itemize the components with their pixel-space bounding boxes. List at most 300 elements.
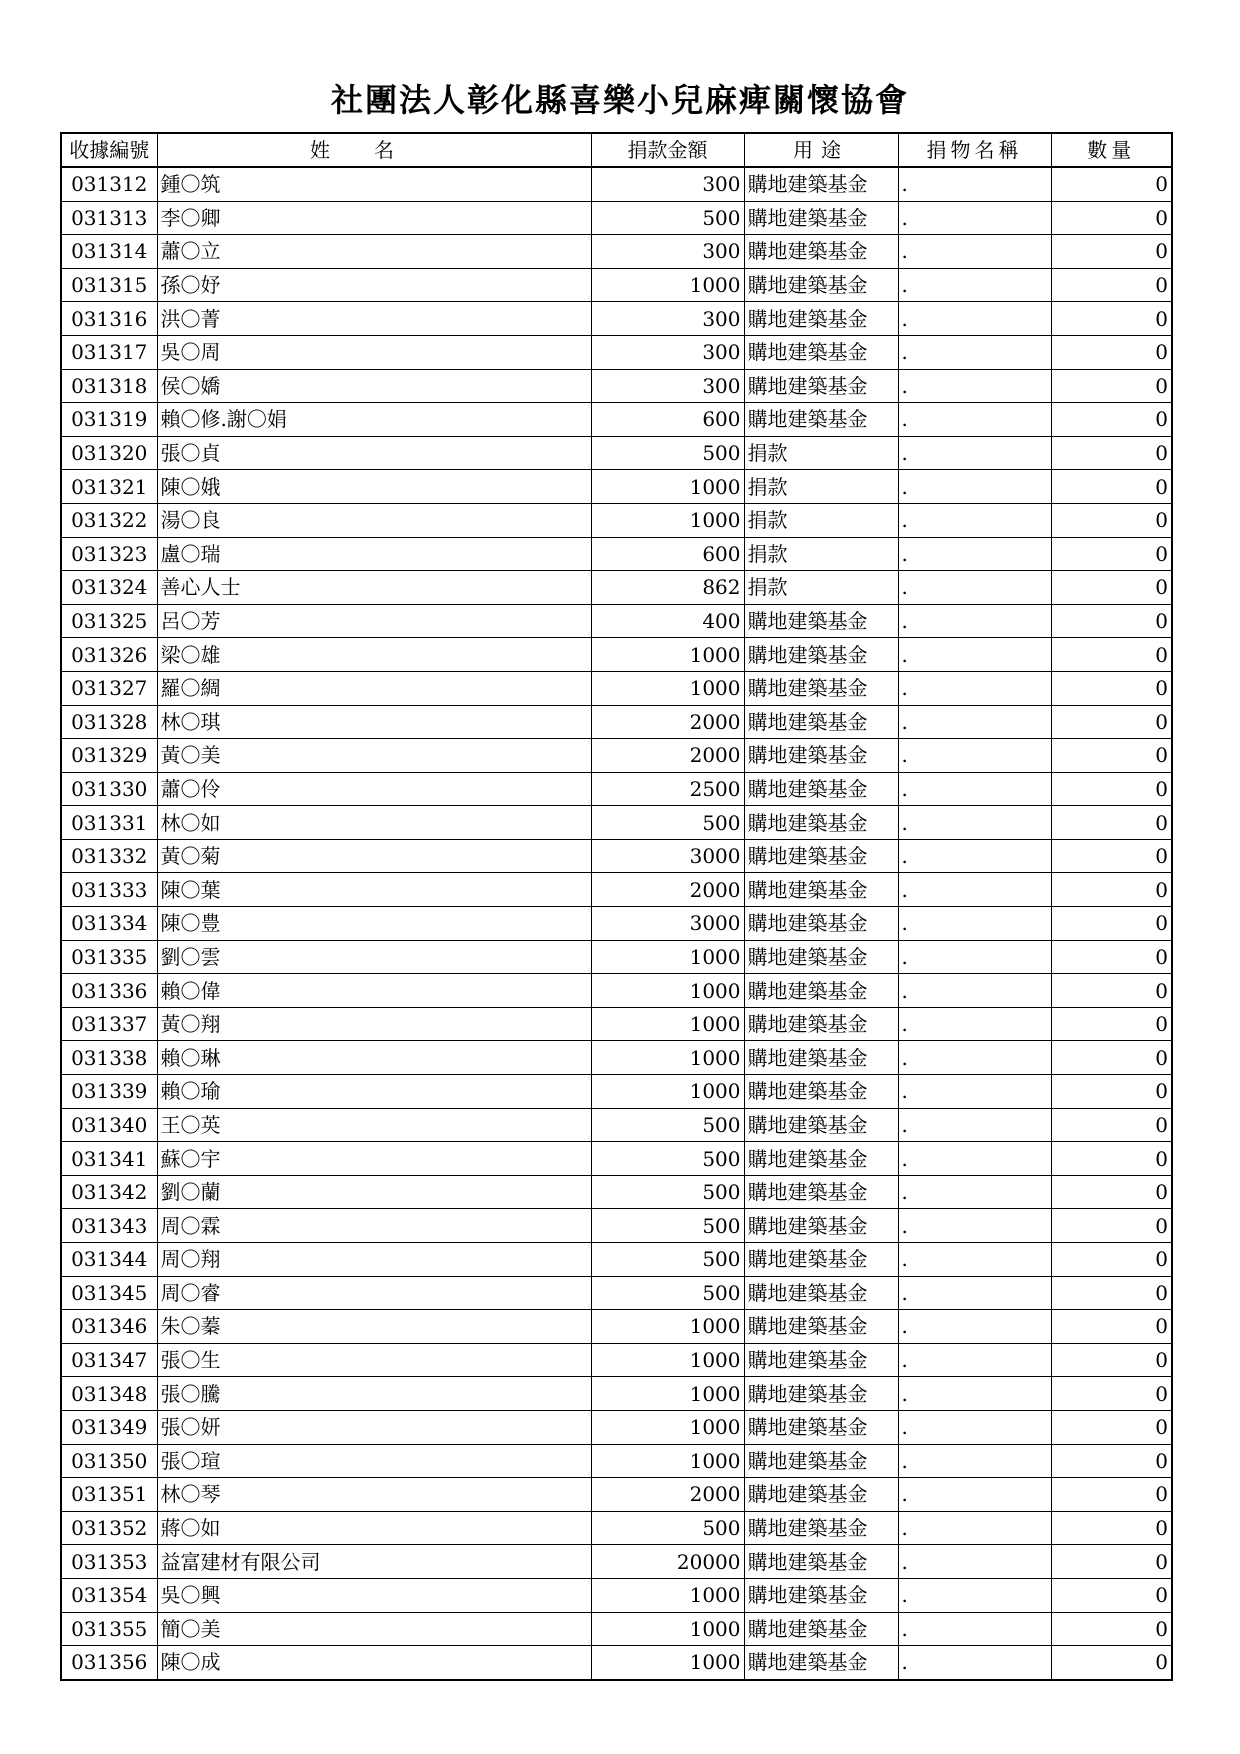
item-name-cell: . <box>898 1478 1051 1512</box>
amount-cell: 1000 <box>591 671 744 705</box>
purpose-cell: 購地建築基金 <box>744 369 898 403</box>
quantity-cell: 0 <box>1051 671 1172 705</box>
purpose-cell: 購地建築基金 <box>744 873 898 907</box>
table-row <box>61 1209 1172 1243</box>
quantity-cell: 0 <box>1051 1310 1172 1344</box>
header-receipt-no: 收據編號 <box>61 133 157 167</box>
donor-name-cell: 簡〇美 <box>157 1612 591 1646</box>
purpose-cell: 購地建築基金 <box>744 907 898 941</box>
quantity-cell: 0 <box>1051 302 1172 336</box>
quantity-cell: 0 <box>1051 1041 1172 1075</box>
purpose-cell: 購地建築基金 <box>744 638 898 672</box>
purpose-cell: 購地建築基金 <box>744 671 898 705</box>
quantity-cell: 0 <box>1051 739 1172 773</box>
receipt-no-cell: 031331 <box>61 806 157 840</box>
receipt-no-cell: 031345 <box>61 1276 157 1310</box>
purpose-cell: 購地建築基金 <box>744 1478 898 1512</box>
quantity-cell: 0 <box>1051 1142 1172 1176</box>
item-name-cell: . <box>898 772 1051 806</box>
table-row <box>61 974 1172 1008</box>
table-body <box>61 167 1172 1680</box>
amount-cell: 1000 <box>591 1007 744 1041</box>
amount-cell: 3000 <box>591 839 744 873</box>
purpose-cell: 購地建築基金 <box>744 739 898 773</box>
donor-name-cell: 賴〇瑜 <box>157 1075 591 1109</box>
amount-cell: 300 <box>591 302 744 336</box>
purpose-cell: 購地建築基金 <box>744 1444 898 1478</box>
receipt-no-cell: 031333 <box>61 873 157 907</box>
amount-cell: 1000 <box>591 638 744 672</box>
item-name-cell: . <box>898 1612 1051 1646</box>
item-name-cell: . <box>898 1578 1051 1612</box>
purpose-cell: 購地建築基金 <box>744 235 898 269</box>
item-name-cell: . <box>898 1410 1051 1444</box>
quantity-cell: 0 <box>1051 571 1172 605</box>
quantity-cell: 0 <box>1051 167 1172 201</box>
amount-cell: 1000 <box>591 268 744 302</box>
item-name-cell: . <box>898 1377 1051 1411</box>
table-row <box>61 1511 1172 1545</box>
amount-cell: 1000 <box>591 1075 744 1109</box>
receipt-no-cell: 031336 <box>61 974 157 1008</box>
item-name-cell: . <box>898 335 1051 369</box>
purpose-cell: 購地建築基金 <box>744 1612 898 1646</box>
amount-cell: 2000 <box>591 739 744 773</box>
purpose-cell: 購地建築基金 <box>744 1511 898 1545</box>
amount-cell: 500 <box>591 1142 744 1176</box>
purpose-cell: 捐款 <box>744 436 898 470</box>
donor-name-cell: 王〇英 <box>157 1108 591 1142</box>
donor-name-cell: 林〇琪 <box>157 705 591 739</box>
amount-cell: 500 <box>591 1175 744 1209</box>
quantity-cell: 0 <box>1051 1209 1172 1243</box>
amount-cell: 1000 <box>591 1646 744 1680</box>
item-name-cell: . <box>898 604 1051 638</box>
table-row <box>61 772 1172 806</box>
table-row <box>61 604 1172 638</box>
quantity-cell: 0 <box>1051 1511 1172 1545</box>
receipt-no-cell: 031327 <box>61 671 157 705</box>
purpose-cell: 購地建築基金 <box>744 974 898 1008</box>
purpose-cell: 購地建築基金 <box>744 1545 898 1579</box>
receipt-no-cell: 031332 <box>61 839 157 873</box>
quantity-cell: 0 <box>1051 1578 1172 1612</box>
item-name-cell: . <box>898 940 1051 974</box>
quantity-cell: 0 <box>1051 503 1172 537</box>
receipt-no-cell: 031313 <box>61 201 157 235</box>
table-header <box>61 133 1172 167</box>
purpose-cell: 購地建築基金 <box>744 268 898 302</box>
donor-name-cell: 鍾〇筑 <box>157 167 591 201</box>
purpose-cell: 購地建築基金 <box>744 1007 898 1041</box>
donor-name-cell: 黃〇翔 <box>157 1007 591 1041</box>
table-row <box>61 403 1172 437</box>
receipt-no-cell: 031326 <box>61 638 157 672</box>
donor-name-cell: 林〇琴 <box>157 1478 591 1512</box>
quantity-cell: 0 <box>1051 873 1172 907</box>
item-name-cell: . <box>898 436 1051 470</box>
item-name-cell: . <box>898 1041 1051 1075</box>
item-name-cell: . <box>898 1646 1051 1680</box>
quantity-cell: 0 <box>1051 268 1172 302</box>
receipt-no-cell: 031334 <box>61 907 157 941</box>
amount-cell: 500 <box>591 1108 744 1142</box>
quantity-cell: 0 <box>1051 1276 1172 1310</box>
table-row <box>61 873 1172 907</box>
amount-cell: 500 <box>591 1276 744 1310</box>
donor-name-cell: 賴〇偉 <box>157 974 591 1008</box>
item-name-cell: . <box>898 739 1051 773</box>
quantity-cell: 0 <box>1051 638 1172 672</box>
table-row <box>61 1343 1172 1377</box>
table-row <box>61 302 1172 336</box>
donor-name-cell: 蕭〇伶 <box>157 772 591 806</box>
amount-cell: 1000 <box>591 1612 744 1646</box>
receipt-no-cell: 031335 <box>61 940 157 974</box>
receipt-no-cell: 031354 <box>61 1578 157 1612</box>
amount-cell: 20000 <box>591 1545 744 1579</box>
purpose-cell: 捐款 <box>744 503 898 537</box>
receipt-no-cell: 031330 <box>61 772 157 806</box>
amount-cell: 1000 <box>591 1310 744 1344</box>
receipt-no-cell: 031325 <box>61 604 157 638</box>
amount-cell: 300 <box>591 167 744 201</box>
amount-cell: 600 <box>591 403 744 437</box>
purpose-cell: 購地建築基金 <box>744 1410 898 1444</box>
receipt-no-cell: 031318 <box>61 369 157 403</box>
item-name-cell: . <box>898 1075 1051 1109</box>
amount-cell: 1000 <box>591 1377 744 1411</box>
amount-cell: 1000 <box>591 1041 744 1075</box>
donor-name-cell: 朱〇蓁 <box>157 1310 591 1344</box>
donor-name-cell: 陳〇豊 <box>157 907 591 941</box>
amount-cell: 1000 <box>591 974 744 1008</box>
amount-cell: 862 <box>591 571 744 605</box>
table-row <box>61 1276 1172 1310</box>
donor-name-cell: 陳〇成 <box>157 1646 591 1680</box>
table-row <box>61 1175 1172 1209</box>
item-name-cell: . <box>898 671 1051 705</box>
receipt-no-cell: 031353 <box>61 1545 157 1579</box>
quantity-cell: 0 <box>1051 907 1172 941</box>
receipt-no-cell: 031337 <box>61 1007 157 1041</box>
receipt-no-cell: 031324 <box>61 571 157 605</box>
receipt-no-cell: 031341 <box>61 1142 157 1176</box>
quantity-cell: 0 <box>1051 604 1172 638</box>
receipt-no-cell: 031314 <box>61 235 157 269</box>
purpose-cell: 購地建築基金 <box>744 940 898 974</box>
header-row <box>61 133 1172 167</box>
quantity-cell: 0 <box>1051 1444 1172 1478</box>
amount-cell: 500 <box>591 436 744 470</box>
item-name-cell: . <box>898 470 1051 504</box>
receipt-no-cell: 031339 <box>61 1075 157 1109</box>
receipt-no-cell: 031322 <box>61 503 157 537</box>
donor-name-cell: 盧〇瑞 <box>157 537 591 571</box>
amount-cell: 2500 <box>591 772 744 806</box>
table-row <box>61 1377 1172 1411</box>
table-row <box>61 638 1172 672</box>
item-name-cell: . <box>898 1310 1051 1344</box>
amount-cell: 1000 <box>591 470 744 504</box>
amount-cell: 3000 <box>591 907 744 941</box>
item-name-cell: . <box>898 1343 1051 1377</box>
receipt-no-cell: 031329 <box>61 739 157 773</box>
table-row <box>61 671 1172 705</box>
item-name-cell: . <box>898 268 1051 302</box>
amount-cell: 2000 <box>591 1478 744 1512</box>
amount-cell: 500 <box>591 1243 744 1277</box>
receipt-no-cell: 031316 <box>61 302 157 336</box>
quantity-cell: 0 <box>1051 201 1172 235</box>
table-row <box>61 268 1172 302</box>
donor-name-cell: 呂〇芳 <box>157 604 591 638</box>
donor-name-cell: 林〇如 <box>157 806 591 840</box>
quantity-cell: 0 <box>1051 1007 1172 1041</box>
table-row <box>61 235 1172 269</box>
donor-name-cell: 蘇〇宇 <box>157 1142 591 1176</box>
purpose-cell: 購地建築基金 <box>744 772 898 806</box>
item-name-cell: . <box>898 806 1051 840</box>
item-name-cell: . <box>898 302 1051 336</box>
donor-name-cell: 黃〇美 <box>157 739 591 773</box>
purpose-cell: 購地建築基金 <box>744 335 898 369</box>
quantity-cell: 0 <box>1051 335 1172 369</box>
table-row <box>61 201 1172 235</box>
donor-name-cell: 吳〇興 <box>157 1578 591 1612</box>
donor-name-cell: 善心人士 <box>157 571 591 605</box>
amount-cell: 1000 <box>591 1343 744 1377</box>
amount-cell: 500 <box>591 201 744 235</box>
purpose-cell: 捐款 <box>744 537 898 571</box>
donor-name-cell: 蕭〇立 <box>157 235 591 269</box>
header-purpose: 用途 <box>744 133 898 167</box>
item-name-cell: . <box>898 403 1051 437</box>
donor-name-cell: 湯〇良 <box>157 503 591 537</box>
header-name: 姓名 <box>157 133 591 167</box>
donor-name-cell: 張〇妍 <box>157 1410 591 1444</box>
receipt-no-cell: 031338 <box>61 1041 157 1075</box>
quantity-cell: 0 <box>1051 940 1172 974</box>
quantity-cell: 0 <box>1051 1410 1172 1444</box>
table-row <box>61 436 1172 470</box>
item-name-cell: . <box>898 705 1051 739</box>
donor-name-cell: 周〇睿 <box>157 1276 591 1310</box>
item-name-cell: . <box>898 638 1051 672</box>
donor-name-cell: 劉〇雲 <box>157 940 591 974</box>
donor-name-cell: 蔣〇如 <box>157 1511 591 1545</box>
table-row <box>61 1545 1172 1579</box>
table-row <box>61 470 1172 504</box>
purpose-cell: 捐款 <box>744 470 898 504</box>
receipt-no-cell: 031349 <box>61 1410 157 1444</box>
purpose-cell: 購地建築基金 <box>744 1578 898 1612</box>
item-name-cell: . <box>898 1276 1051 1310</box>
amount-cell: 500 <box>591 1209 744 1243</box>
item-name-cell: . <box>898 974 1051 1008</box>
receipt-no-cell: 031351 <box>61 1478 157 1512</box>
donor-name-cell: 張〇貞 <box>157 436 591 470</box>
receipt-no-cell: 031342 <box>61 1175 157 1209</box>
table-row <box>61 1041 1172 1075</box>
item-name-cell: . <box>898 167 1051 201</box>
amount-cell: 300 <box>591 369 744 403</box>
purpose-cell: 購地建築基金 <box>744 705 898 739</box>
quantity-cell: 0 <box>1051 1075 1172 1109</box>
receipt-no-cell: 031340 <box>61 1108 157 1142</box>
amount-cell: 1000 <box>591 940 744 974</box>
quantity-cell: 0 <box>1051 1377 1172 1411</box>
receipt-no-cell: 031344 <box>61 1243 157 1277</box>
table-row <box>61 335 1172 369</box>
item-name-cell: . <box>898 1444 1051 1478</box>
item-name-cell: . <box>898 1007 1051 1041</box>
purpose-cell: 捐款 <box>744 571 898 605</box>
donor-name-cell: 陳〇娥 <box>157 470 591 504</box>
purpose-cell: 購地建築基金 <box>744 1243 898 1277</box>
purpose-cell: 購地建築基金 <box>744 1276 898 1310</box>
purpose-cell: 購地建築基金 <box>744 1041 898 1075</box>
quantity-cell: 0 <box>1051 235 1172 269</box>
table-row <box>61 1108 1172 1142</box>
table-row <box>61 1612 1172 1646</box>
table-row <box>61 1243 1172 1277</box>
receipt-no-cell: 031323 <box>61 537 157 571</box>
receipt-no-cell: 031320 <box>61 436 157 470</box>
purpose-cell: 購地建築基金 <box>744 839 898 873</box>
amount-cell: 1000 <box>591 503 744 537</box>
purpose-cell: 購地建築基金 <box>744 1142 898 1176</box>
receipt-no-cell: 031348 <box>61 1377 157 1411</box>
item-name-cell: . <box>898 235 1051 269</box>
quantity-cell: 0 <box>1051 705 1172 739</box>
receipt-no-cell: 031355 <box>61 1612 157 1646</box>
item-name-cell: . <box>898 537 1051 571</box>
item-name-cell: . <box>898 873 1051 907</box>
amount-cell: 1000 <box>591 1578 744 1612</box>
table-row <box>61 739 1172 773</box>
purpose-cell: 購地建築基金 <box>744 1175 898 1209</box>
table-row <box>61 940 1172 974</box>
table-row <box>61 571 1172 605</box>
purpose-cell: 購地建築基金 <box>744 806 898 840</box>
purpose-cell: 購地建築基金 <box>744 1075 898 1109</box>
header-item-name: 捐物名稱 <box>898 133 1051 167</box>
purpose-cell: 購地建築基金 <box>744 1209 898 1243</box>
item-name-cell: . <box>898 1108 1051 1142</box>
quantity-cell: 0 <box>1051 403 1172 437</box>
quantity-cell: 0 <box>1051 1343 1172 1377</box>
receipt-no-cell: 031346 <box>61 1310 157 1344</box>
donor-name-cell: 洪〇菁 <box>157 302 591 336</box>
donor-name-cell: 賴〇琳 <box>157 1041 591 1075</box>
donor-name-cell: 羅〇綢 <box>157 671 591 705</box>
purpose-cell: 購地建築基金 <box>744 302 898 336</box>
donor-name-cell: 張〇生 <box>157 1343 591 1377</box>
purpose-cell: 購地建築基金 <box>744 1343 898 1377</box>
quantity-cell: 0 <box>1051 1243 1172 1277</box>
item-name-cell: . <box>898 1209 1051 1243</box>
donor-name-cell: 李〇卿 <box>157 201 591 235</box>
quantity-cell: 0 <box>1051 470 1172 504</box>
item-name-cell: . <box>898 1243 1051 1277</box>
receipt-no-cell: 031352 <box>61 1511 157 1545</box>
document-title: 社團法人彰化縣喜樂小兒麻痺關懷協會 <box>330 81 909 119</box>
item-name-cell: . <box>898 369 1051 403</box>
item-name-cell: . <box>898 1175 1051 1209</box>
donor-name-cell: 吳〇周 <box>157 335 591 369</box>
table-row <box>61 839 1172 873</box>
quantity-cell: 0 <box>1051 1646 1172 1680</box>
purpose-cell: 購地建築基金 <box>744 1108 898 1142</box>
table-row <box>61 1310 1172 1344</box>
table-row <box>61 1007 1172 1041</box>
purpose-cell: 購地建築基金 <box>744 1377 898 1411</box>
amount-cell: 1000 <box>591 1410 744 1444</box>
quantity-cell: 0 <box>1051 1175 1172 1209</box>
quantity-cell: 0 <box>1051 537 1172 571</box>
purpose-cell: 購地建築基金 <box>744 167 898 201</box>
donation-table <box>60 132 1173 1681</box>
table-row <box>61 1410 1172 1444</box>
table-row <box>61 537 1172 571</box>
purpose-cell: 購地建築基金 <box>744 201 898 235</box>
quantity-cell: 0 <box>1051 1108 1172 1142</box>
purpose-cell: 購地建築基金 <box>744 604 898 638</box>
donor-name-cell: 劉〇蘭 <box>157 1175 591 1209</box>
receipt-no-cell: 031347 <box>61 1343 157 1377</box>
table-row <box>61 1646 1172 1680</box>
item-name-cell: . <box>898 201 1051 235</box>
quantity-cell: 0 <box>1051 1545 1172 1579</box>
table-row <box>61 806 1172 840</box>
receipt-no-cell: 031319 <box>61 403 157 437</box>
receipt-no-cell: 031343 <box>61 1209 157 1243</box>
item-name-cell: . <box>898 839 1051 873</box>
donor-name-cell: 周〇翔 <box>157 1243 591 1277</box>
receipt-no-cell: 031315 <box>61 268 157 302</box>
amount-cell: 300 <box>591 335 744 369</box>
table-row <box>61 369 1172 403</box>
donor-name-cell: 張〇瑄 <box>157 1444 591 1478</box>
amount-cell: 1000 <box>591 1444 744 1478</box>
quantity-cell: 0 <box>1051 806 1172 840</box>
item-name-cell: . <box>898 1545 1051 1579</box>
purpose-cell: 購地建築基金 <box>744 1646 898 1680</box>
item-name-cell: . <box>898 571 1051 605</box>
amount-cell: 300 <box>591 235 744 269</box>
item-name-cell: . <box>898 503 1051 537</box>
receipt-no-cell: 031317 <box>61 335 157 369</box>
item-name-cell: . <box>898 1142 1051 1176</box>
donor-name-cell: 梁〇雄 <box>157 638 591 672</box>
receipt-no-cell: 031312 <box>61 167 157 201</box>
quantity-cell: 0 <box>1051 974 1172 1008</box>
donor-name-cell: 陳〇葉 <box>157 873 591 907</box>
quantity-cell: 0 <box>1051 369 1172 403</box>
donor-name-cell: 益富建材有限公司 <box>157 1545 591 1579</box>
table-row <box>61 1578 1172 1612</box>
amount-cell: 2000 <box>591 705 744 739</box>
amount-cell: 500 <box>591 806 744 840</box>
donor-name-cell: 侯〇嬌 <box>157 369 591 403</box>
donor-name-cell: 孫〇妤 <box>157 268 591 302</box>
table-row <box>61 705 1172 739</box>
amount-cell: 2000 <box>591 873 744 907</box>
receipt-no-cell: 031328 <box>61 705 157 739</box>
table-row <box>61 907 1172 941</box>
donor-name-cell: 賴〇修.謝〇娟 <box>157 403 591 437</box>
